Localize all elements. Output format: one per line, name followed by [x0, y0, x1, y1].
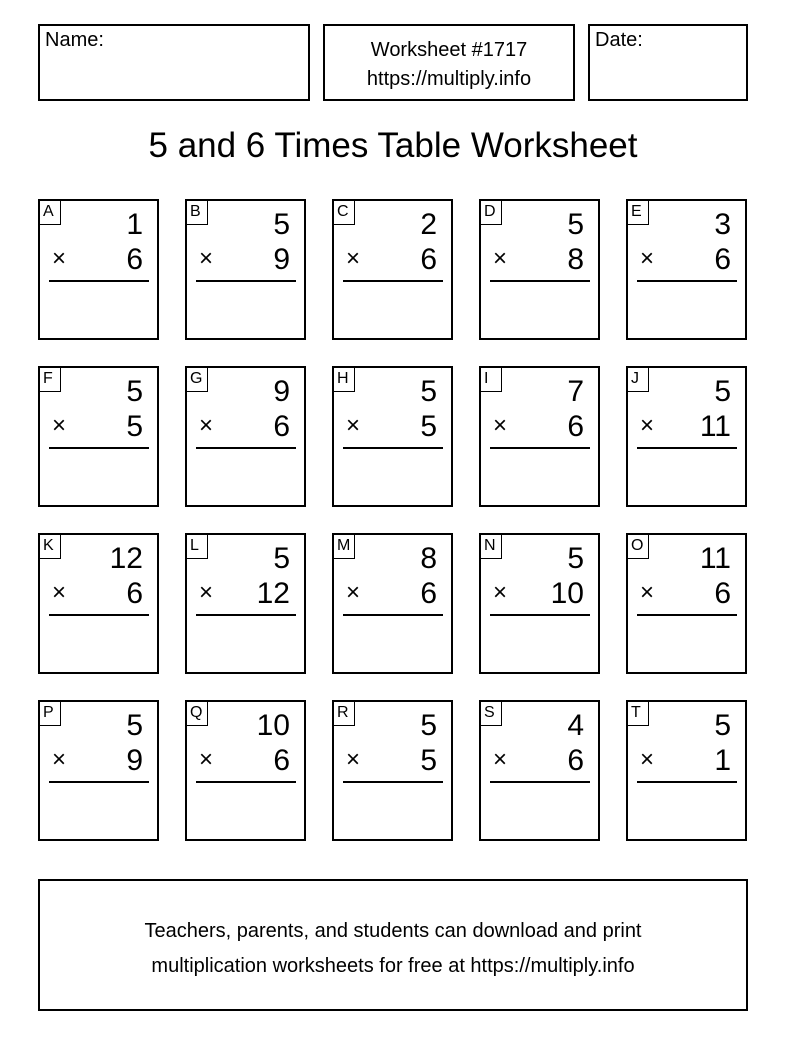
multiplier: 8	[567, 243, 584, 276]
problem-card[interactable]	[185, 700, 306, 841]
multiply-sign: ×	[346, 746, 361, 773]
problem-letter: H	[334, 368, 355, 392]
multiply-sign: ×	[52, 579, 67, 606]
multiplicand: 5	[567, 542, 584, 575]
problem-card[interactable]	[479, 199, 600, 340]
problem-card[interactable]	[626, 366, 747, 507]
date-label: Date:	[595, 29, 643, 51]
multiplicand: 3	[714, 208, 731, 241]
problem-letter: S	[481, 702, 502, 726]
multiplicand: 5	[273, 208, 290, 241]
multiply-sign: ×	[346, 412, 361, 439]
multiplier: 6	[714, 243, 731, 276]
date-field[interactable]	[588, 24, 748, 101]
multiply-sign: ×	[640, 412, 655, 439]
multiply-sign: ×	[640, 579, 655, 606]
multiply-sign: ×	[640, 746, 655, 773]
multiplier: 6	[567, 744, 584, 777]
answer-line	[637, 781, 737, 783]
problem-card[interactable]	[38, 700, 159, 841]
answer-line	[343, 447, 443, 449]
answer-line	[490, 614, 590, 616]
multiply-sign: ×	[346, 245, 361, 272]
multiply-sign: ×	[493, 746, 508, 773]
multiplier: 11	[699, 410, 731, 443]
multiply-sign: ×	[52, 245, 67, 272]
multiplier: 6	[273, 744, 290, 777]
multiplicand: 5	[714, 709, 731, 742]
problem-card[interactable]	[626, 700, 747, 841]
multiplier: 5	[420, 744, 437, 777]
worksheet-info-box	[323, 24, 575, 101]
problem-letter: B	[187, 201, 208, 225]
problem-letter: L	[187, 535, 208, 559]
problem-letter: O	[628, 535, 649, 559]
answer-line	[196, 447, 296, 449]
multiply-sign: ×	[199, 412, 214, 439]
answer-line	[49, 781, 149, 783]
multiplicand: 9	[273, 375, 290, 408]
problem-letter: Q	[187, 702, 208, 726]
problem-grid	[38, 199, 748, 842]
multiply-sign: ×	[52, 746, 67, 773]
problem-card[interactable]	[38, 366, 159, 507]
problem-letter: P	[40, 702, 61, 726]
multiplier: 6	[273, 410, 290, 443]
multiplicand: 4	[567, 709, 584, 742]
problem-letter: A	[40, 201, 61, 225]
problem-card[interactable]	[626, 199, 747, 340]
problem-letter: G	[187, 368, 208, 392]
problem-card[interactable]	[38, 199, 159, 340]
problem-letter: K	[40, 535, 61, 559]
multiplier: 6	[714, 577, 731, 610]
multiplier: 6	[420, 577, 437, 610]
problem-card[interactable]	[185, 366, 306, 507]
multiplier: 9	[273, 243, 290, 276]
problem-letter: M	[334, 535, 355, 559]
multiply-sign: ×	[640, 245, 655, 272]
multiplier: 6	[126, 243, 143, 276]
multiply-sign: ×	[52, 412, 67, 439]
problem-card[interactable]	[479, 533, 600, 674]
answer-line	[490, 280, 590, 282]
answer-line	[196, 781, 296, 783]
answer-line	[196, 614, 296, 616]
multiplicand: 10	[256, 709, 290, 742]
worksheet-url: https://multiply.info	[366, 68, 532, 90]
answer-line	[343, 781, 443, 783]
name-field[interactable]	[38, 24, 310, 101]
problem-card[interactable]	[332, 366, 453, 507]
problem-card[interactable]	[332, 199, 453, 340]
multiplier: 9	[126, 744, 143, 777]
name-label: Name:	[45, 29, 104, 51]
multiply-sign: ×	[199, 746, 214, 773]
multiplier: 6	[567, 410, 584, 443]
multiplier: 6	[420, 243, 437, 276]
multiplicand: 8	[420, 542, 437, 575]
problem-card[interactable]	[38, 533, 159, 674]
multiplicand: 5	[567, 208, 584, 241]
multiplicand: 5	[420, 375, 437, 408]
answer-line	[637, 280, 737, 282]
multiplicand: 7	[567, 375, 584, 408]
multiply-sign: ×	[493, 245, 508, 272]
multiply-sign: ×	[199, 245, 214, 272]
problem-letter: E	[628, 201, 649, 225]
problem-card[interactable]	[332, 533, 453, 674]
answer-line	[49, 614, 149, 616]
answer-line	[490, 781, 590, 783]
multiplicand: 5	[126, 375, 143, 408]
multiplicand: 11	[699, 542, 731, 575]
multiplicand: 2	[420, 208, 437, 241]
footer-box	[38, 879, 748, 1011]
multiplier: 12	[256, 577, 290, 610]
multiplicand: 5	[126, 709, 143, 742]
problem-card[interactable]	[626, 533, 747, 674]
problem-letter: D	[481, 201, 502, 225]
answer-line	[637, 614, 737, 616]
problem-letter: F	[40, 368, 61, 392]
multiply-sign: ×	[346, 579, 361, 606]
problem-letter: C	[334, 201, 355, 225]
problem-letter: N	[481, 535, 502, 559]
problem-letter: R	[334, 702, 355, 726]
problem-card[interactable]	[479, 700, 600, 841]
multiplicand: 12	[109, 542, 143, 575]
multiplier: 6	[126, 577, 143, 610]
multiply-sign: ×	[199, 579, 214, 606]
page-title: 5 and 6 Times Table Worksheet	[148, 126, 638, 165]
worksheet-number: Worksheet #1717	[370, 39, 528, 61]
problem-card[interactable]	[479, 366, 600, 507]
answer-line	[49, 280, 149, 282]
footer-line-2: multiplication worksheets for free at https://multiply.info	[151, 955, 635, 977]
multiplicand: 5	[273, 542, 290, 575]
multiplier: 5	[420, 410, 437, 443]
answer-line	[49, 447, 149, 449]
problem-card[interactable]	[185, 533, 306, 674]
problem-card[interactable]	[332, 700, 453, 841]
problem-letter: T	[628, 702, 649, 726]
multiply-sign: ×	[493, 412, 508, 439]
multiplicand: 1	[126, 208, 143, 241]
problem-letter: I	[481, 368, 502, 392]
problem-letter: J	[628, 368, 649, 392]
answer-line	[343, 280, 443, 282]
answer-line	[343, 614, 443, 616]
answer-line	[196, 280, 296, 282]
problem-card[interactable]	[185, 199, 306, 340]
footer-line-1: Teachers, parents, and students can download and print	[144, 920, 642, 942]
multiply-sign: ×	[493, 579, 508, 606]
multiplier: 10	[550, 577, 584, 610]
multiplier: 1	[714, 744, 731, 777]
multiplicand: 5	[714, 375, 731, 408]
answer-line	[637, 447, 737, 449]
multiplicand: 5	[420, 709, 437, 742]
answer-line	[490, 447, 590, 449]
multiplier: 5	[126, 410, 143, 443]
